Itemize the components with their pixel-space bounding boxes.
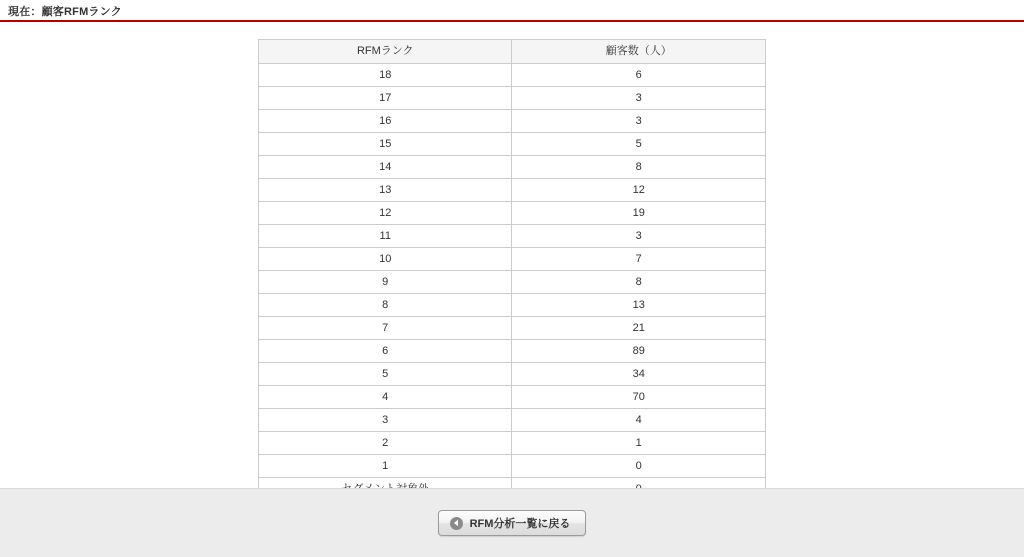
cell-rank: 6 [259,340,512,363]
column-header-rank: RFMランク [259,40,512,64]
breadcrumb [0,0,1024,20]
cell-count: 8 [512,156,766,179]
cell-count: 3 [512,87,766,110]
cell-count: 5 [512,133,766,156]
cell-rank: 14 [259,156,512,179]
rfm-table-container [258,39,766,501]
table-row [259,317,766,340]
cell-count: 6 [512,64,766,87]
cell-rank: 4 [259,386,512,409]
cell-count: 19 [512,202,766,225]
table-body [259,64,766,501]
cell-count: 1 [512,432,766,455]
table-row [259,363,766,386]
back-arrow-circle-icon [450,517,463,530]
table-row [259,248,766,271]
cell-count: 34 [512,363,766,386]
cell-count: 3 [512,225,766,248]
cell-rank: 13 [259,179,512,202]
rfm-rank-table [258,39,766,501]
cell-count: 89 [512,340,766,363]
main-content [0,22,1024,488]
cell-rank: 8 [259,294,512,317]
cell-count: 0 [512,455,766,478]
cell-rank: 5 [259,363,512,386]
footer-bar [0,488,1024,557]
back-to-rfm-list-button[interactable] [438,510,587,536]
table-row [259,87,766,110]
table-row [259,156,766,179]
cell-rank: 10 [259,248,512,271]
cell-rank: 2 [259,432,512,455]
table-row [259,133,766,156]
cell-rank: 18 [259,64,512,87]
table-row [259,110,766,133]
cell-rank: 16 [259,110,512,133]
cell-rank: 7 [259,317,512,340]
cell-count: 8 [512,271,766,294]
cell-rank: 1 [259,455,512,478]
cell-count: 4 [512,409,766,432]
cell-count: 13 [512,294,766,317]
table-row [259,455,766,478]
table-row [259,386,766,409]
table-header-row [259,40,766,64]
table-row [259,409,766,432]
cell-rank: 15 [259,133,512,156]
cell-count: 3 [512,110,766,133]
table-row [259,271,766,294]
table-row [259,225,766,248]
back-button-label: RFM分析一覧に戻る [469,518,571,530]
cell-rank: 17 [259,87,512,110]
table-row [259,179,766,202]
cell-rank: 12 [259,202,512,225]
cell-count: 12 [512,179,766,202]
cell-count: 7 [512,248,766,271]
cell-rank: 11 [259,225,512,248]
table-row [259,340,766,363]
cell-count: 21 [512,317,766,340]
cell-rank: 3 [259,409,512,432]
table-row [259,432,766,455]
breadcrumb-text: 現在：顧客RFMランク [8,6,122,18]
table-row [259,294,766,317]
cell-rank: 9 [259,271,512,294]
table-row [259,64,766,87]
column-header-count: 顧客数（人） [512,40,766,64]
table-row [259,202,766,225]
cell-count: 70 [512,386,766,409]
